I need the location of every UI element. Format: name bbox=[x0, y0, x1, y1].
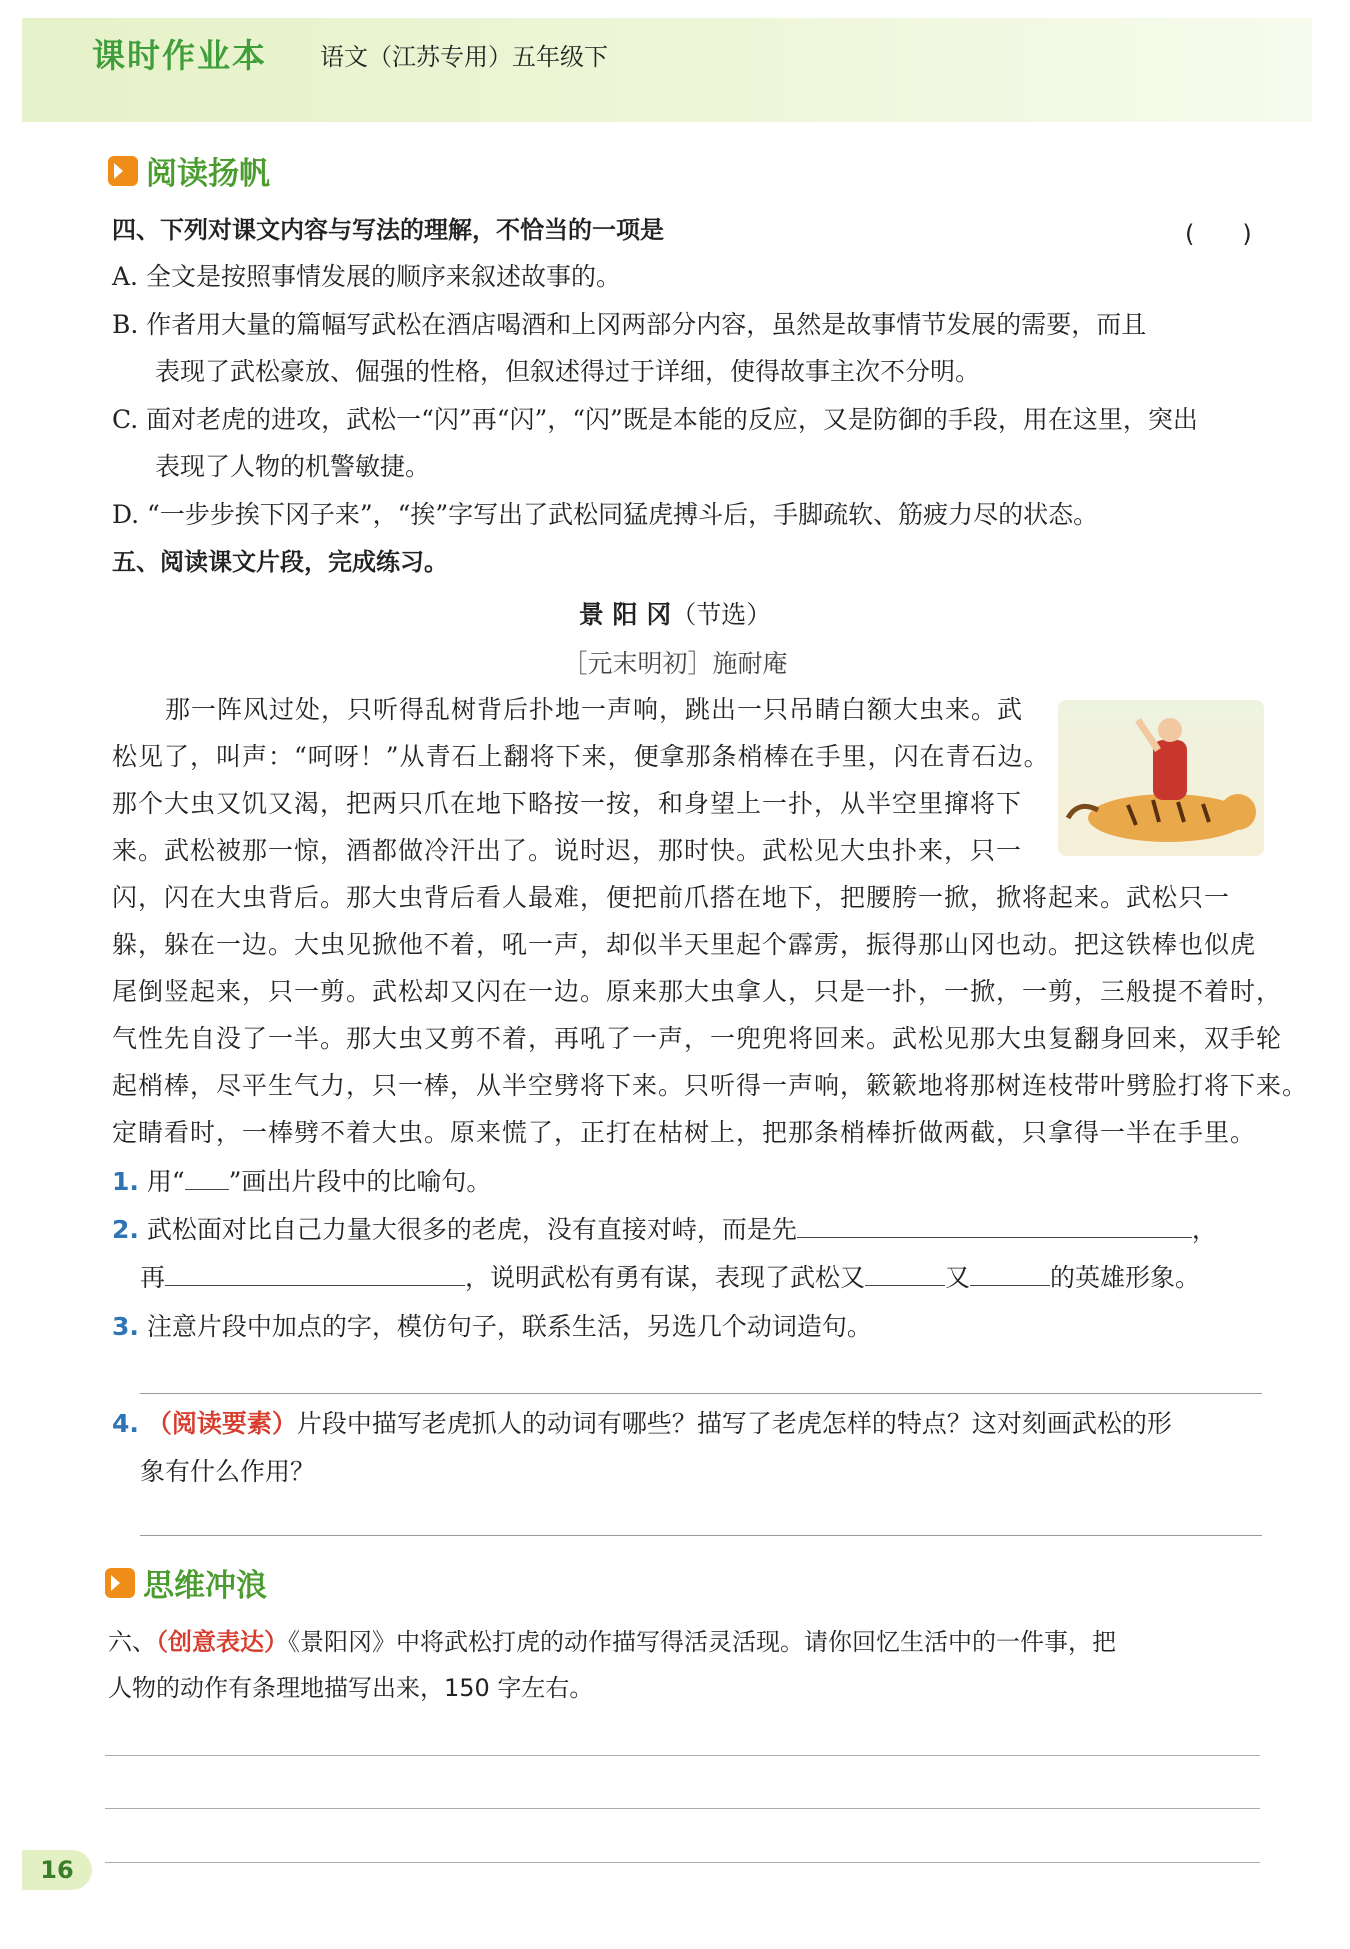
passage-line: 那一阵风过处，只听得乱树背后扑地一声响，跳出一只吊睛白额大虫来。武 bbox=[165, 695, 1024, 724]
passage-line: 松见了，叫声：“呵呀！”从青石上翻将下来，便拿那条梢棒在手里，闪在青石边。 bbox=[112, 742, 1050, 771]
page-number: 16 bbox=[22, 1850, 92, 1890]
q4-option-c-line1: C. 面对老虎的进攻，武松一“闪”再“闪”，“闪”既是本能的反应，又是防御的手段，用在这里，突出 bbox=[112, 405, 1198, 434]
answer-blank-2[interactable] bbox=[165, 1259, 465, 1286]
section-reading-title: 阅读扬帆 bbox=[146, 156, 270, 192]
passage-note: （节选） bbox=[671, 600, 772, 629]
q4-option-d: D. “一步步挨下冈子来”，“挨”字写出了武松同猛虎搏斗后，手脚疏软、筋疲力尽的状态。 bbox=[112, 500, 1099, 529]
answer-blank-3[interactable] bbox=[865, 1259, 945, 1286]
passage-line: 定睛看时，一棒劈不着大虫。原来慌了，正打在枯树上，把那条梢棒折做两截，只拿得一半在手里。 bbox=[112, 1118, 1257, 1147]
passage-line: 尾倒竖起来，只一剪。武松却又闪在一边。原来那大虫拿人，只是一扑，一掀，一剪，三般提不着时， bbox=[112, 977, 1283, 1006]
exercise-4-number: 4. bbox=[112, 1409, 139, 1438]
section-reading-heading bbox=[108, 148, 270, 193]
exercise-4-line1 bbox=[112, 1402, 1262, 1446]
q6-tag: （创意表达） bbox=[156, 1628, 288, 1656]
exercise-2-text-f: 的英雄形象。 bbox=[1050, 1263, 1201, 1292]
q6-line1 bbox=[108, 1620, 1258, 1664]
exercise-4-tag: （阅读要素） bbox=[146, 1409, 297, 1438]
q6-prefix: 六、 bbox=[108, 1628, 156, 1656]
passage-line: 躲，躲在一边。大虫见掀他不着，吼一声，却似半天里起个霹雳，振得那山冈也动。把这铁棒也似虎 bbox=[112, 930, 1257, 959]
passage-line: 那个大虫又饥又渴，把两只爪在地下略按一按，和身望上一扑，从半空里撺将下 bbox=[112, 789, 1023, 818]
q4-answer-bracket[interactable]: ( ) bbox=[1185, 220, 1252, 248]
answer-blank-1[interactable] bbox=[797, 1211, 1192, 1238]
passage-line: 来。武松被那一惊，酒都做冷汗出了。说时迟，那时快。武松见大虫扑来，只一 bbox=[112, 836, 1023, 865]
exercise-3-number: 3. bbox=[112, 1312, 139, 1341]
writing-line[interactable] bbox=[105, 1862, 1260, 1863]
book-brand: 课时作业本 bbox=[92, 36, 267, 75]
passage-title-text: 景 阳 冈 bbox=[578, 600, 672, 629]
exercise-3-answer-line[interactable] bbox=[140, 1393, 1262, 1394]
exercise-2-line1 bbox=[112, 1208, 1262, 1252]
exercise-1-number: 1. bbox=[112, 1167, 139, 1196]
section-flag-icon bbox=[108, 156, 138, 186]
exercise-2-text-c: 再 bbox=[140, 1263, 166, 1292]
passage-line: 起梢棒，尽平生气力，只一棒，从半空劈将下来。只听得一声响，簌簌地将那树连枝带叶劈脸打将下来。 bbox=[112, 1071, 1309, 1100]
q6-line2: 人物的动作有条理地描写出来，150 字左右。 bbox=[108, 1674, 594, 1702]
wusong-arm bbox=[1138, 720, 1158, 750]
section-thinking-heading bbox=[105, 1560, 267, 1605]
wusong-head bbox=[1158, 718, 1182, 742]
exercise-3 bbox=[112, 1305, 1262, 1349]
q6-text-1: 《景阳冈》中将武松打虎的动作描写得活灵活现。请你回忆生活中的一件事，把 bbox=[288, 1628, 1116, 1656]
passage-author: ［元末明初］施耐庵 bbox=[562, 649, 788, 678]
q4-option-b-line1: B. 作者用大量的篇幅写武松在酒店喝酒和上冈两部分内容，虽然是故事情节发展的需要，而且 bbox=[112, 310, 1147, 339]
exercise-2-number: 2. bbox=[112, 1215, 139, 1244]
exercise-4-answer-line[interactable] bbox=[140, 1535, 1262, 1536]
section-thinking-title: 思维冲浪 bbox=[143, 1568, 267, 1604]
answer-blank-4[interactable] bbox=[970, 1259, 1050, 1286]
tiger-head bbox=[1220, 794, 1256, 830]
writing-line[interactable] bbox=[105, 1755, 1260, 1756]
q4-option-a: A. 全文是按照事情发展的顺序来叙述故事的。 bbox=[112, 262, 621, 291]
exercise-2-text-a: 武松面对比自己力量大很多的老虎，没有直接对峙，而是先 bbox=[146, 1215, 797, 1244]
writing-line[interactable] bbox=[105, 1808, 1260, 1809]
passage-line: 气性先自没了一半。那大虫又剪不着，再吼了一声，一兜兜将回来。武松见那大虫复翻身回来，双手轮 bbox=[112, 1024, 1283, 1053]
section-wave-icon bbox=[105, 1568, 135, 1598]
exercise-1-text-a: 用“ bbox=[146, 1167, 185, 1196]
q4-stem: 四、下列对课文内容与写法的理解，不恰当的一项是 bbox=[112, 216, 664, 244]
tiger-fight-drawing bbox=[1058, 700, 1264, 856]
wusong-tiger-illustration bbox=[1058, 700, 1264, 856]
exercise-3-text: 注意片段中加点的字，模仿句子，联系生活，另选几个动词造句。 bbox=[146, 1312, 872, 1341]
q5-stem: 五、阅读课文片段，完成练习。 bbox=[112, 548, 448, 576]
exercise-4-text-a: 片段中描写老虎抓人的动词有哪些？描写了老虎怎样的特点？这对刻画武松的形 bbox=[296, 1409, 1172, 1438]
exercise-2-text-b: ， bbox=[1191, 1215, 1217, 1244]
passage-line: 闪，闪在大虫背后。那大虫背后看人最难，便把前爪搭在地下，把腰胯一掀，掀将起来。武松只一 bbox=[112, 883, 1231, 912]
q4-option-b-line2: 表现了武松豪放、倔强的性格，但叙述得过于详细，使得故事主次不分明。 bbox=[155, 357, 981, 386]
q4-option-c-line2: 表现了人物的机警敏捷。 bbox=[155, 452, 431, 481]
exercise-1 bbox=[112, 1160, 1262, 1204]
exercise-1-text-b: ”画出片段中的比喻句。 bbox=[228, 1167, 492, 1196]
exercise-4-line2: 象有什么作用？ bbox=[140, 1457, 316, 1486]
exercise-2-line2 bbox=[140, 1256, 1290, 1300]
underline-sample bbox=[185, 1163, 229, 1190]
passage-title bbox=[0, 595, 1350, 631]
book-subtitle: 语文（江苏专用）五年级下 bbox=[320, 43, 608, 71]
exercise-2-text-d: ，说明武松有勇有谋，表现了武松又 bbox=[465, 1263, 866, 1292]
exercise-2-text-e: 又 bbox=[945, 1263, 971, 1292]
